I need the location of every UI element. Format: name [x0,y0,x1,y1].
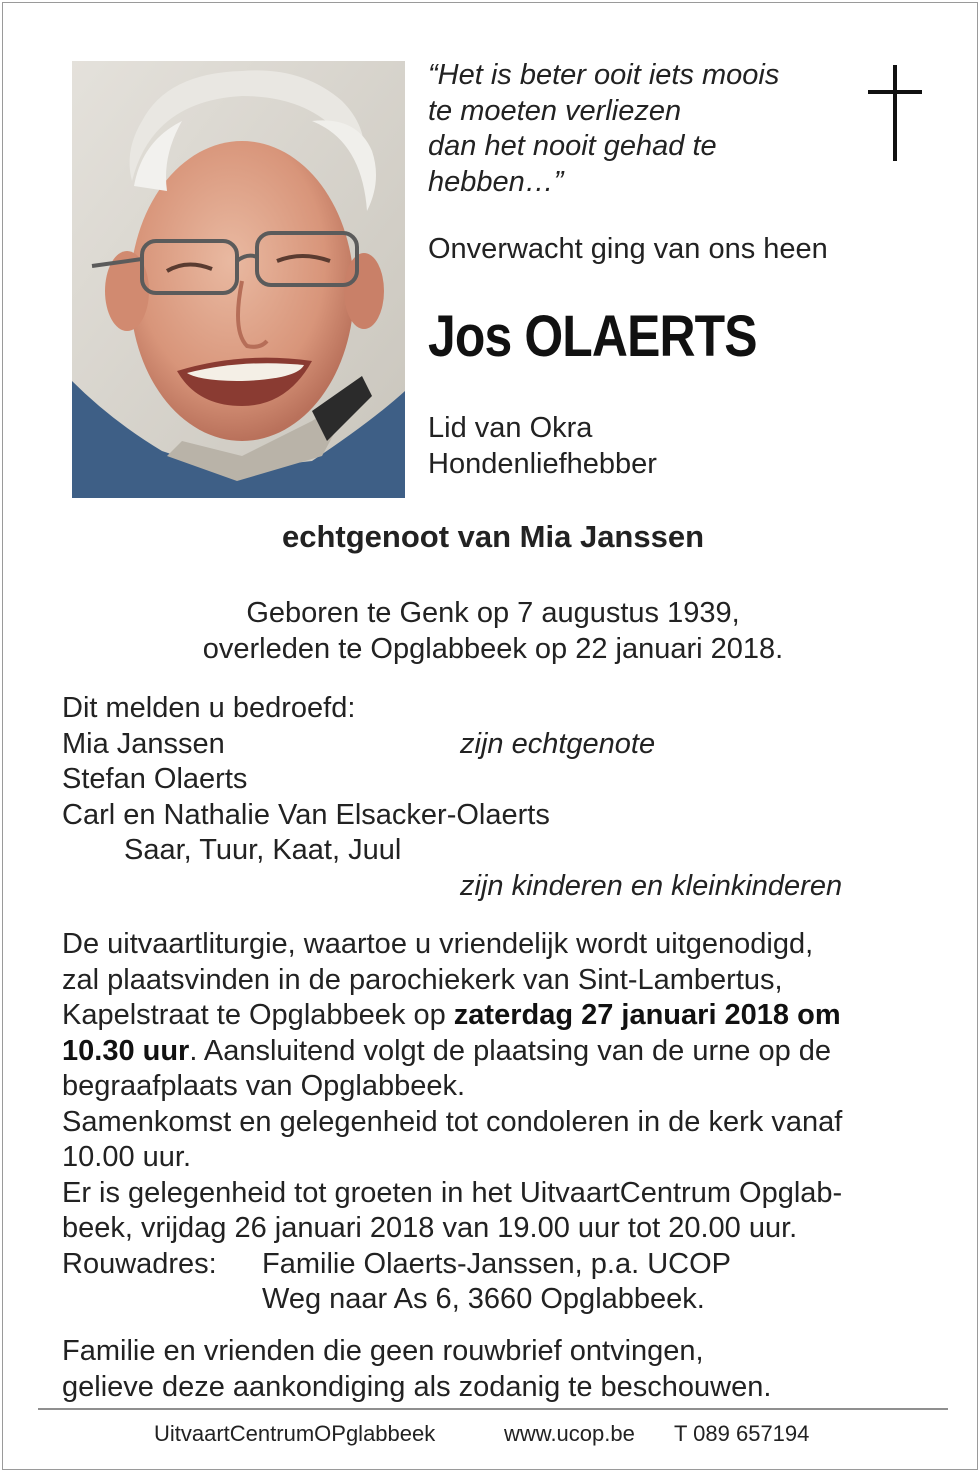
birth-line: Geboren te Genk op 7 augustus 1939, [246,597,740,629]
address-label: Rouwadres: [62,1247,217,1280]
mourner-name: Stefan Olaerts [62,763,248,795]
mourner-row [62,869,942,905]
quote-line: “Het is beter ooit iets moois [428,59,780,91]
visitation-line: Er is gelegenheid tot groeten in het UitvaartCentrum Opglab- [62,1176,843,1209]
mourners-heading: Dit melden u bedroefd: [62,692,356,724]
funeral-details [62,927,942,1318]
funeral-line: zal plaatsvinden in de parochiekerk van Sint-Lambertus, [62,963,783,996]
footer-website[interactable]: www.ucop.be [504,1421,635,1446]
spouse-line: echtgenoot van Mia Janssen [281,519,705,554]
memberships [428,411,657,482]
quote-line: te moeten verliezen [428,94,682,127]
address-row [62,1247,942,1283]
address-value: Familie Olaerts-Janssen, p.a. UCOP [262,1247,731,1280]
mourner-name: Mia Janssen [62,727,225,760]
address-row [62,1282,942,1318]
address-value: Weg naar As 6, 3660 Opglabbeek. [262,1283,705,1315]
portrait-photo [72,61,405,498]
funeral-line: De uitvaartliturgie, waartoe u vriendelijk wordt uitgenodigd, [62,928,814,960]
mourner-name: Carl en Nathalie Van Elsacker-Olaerts [62,798,550,831]
closing-line: gelieve deze aankondiging als zodanig te beschouwen. [62,1370,772,1403]
mourner-name: Saar, Tuur, Kaat, Juul [124,834,402,866]
footer-divider [38,1408,948,1410]
membership-item: Hondenliefhebber [428,447,657,480]
membership-item: Lid van Okra [428,412,593,444]
funeral-date: zaterdag 27 januari 2018 om [453,999,841,1031]
portrait-illustration [72,61,405,498]
mourner-row [62,798,942,834]
intro-text: Onverwacht ging van ons heen [428,233,828,265]
quote-line: hebben…” [428,165,564,198]
memorial-quote [428,58,848,200]
funeral-line: begraafplaats van Opglabbeek. [62,1070,466,1102]
funeral-text: Kapelstraat te Opglabbeek op [62,999,454,1031]
footer [3,1421,980,1451]
visitation-line: beek, vrijdag 26 januari 2018 van 19.00 uur tot 20.00 uur. [62,1212,798,1244]
quote-line: dan het nooit gehad te [428,130,717,162]
mourner-relation: zijn kinderen en kleinkinderen [460,869,843,902]
birth-death-info [3,595,980,667]
closing-line: Familie en vrienden die geen rouwbrief ontvingen, [62,1335,704,1367]
announcement-card [2,2,978,1470]
mourner-relation: zijn echtgenote [460,727,656,760]
funeral-text: . Aansluitend volgt de plaatsing van de urne op de [189,1034,832,1067]
cross-icon [865,63,925,163]
death-line: overleden te Opglabbeek op 22 januari 2018. [202,633,784,665]
mourner-row [62,762,942,798]
deceased-name: Jos OLAERTS [428,304,757,369]
funeral-line [62,998,942,1034]
funeral-time: 10.30 uur [62,1034,190,1067]
closing-note [62,1334,942,1405]
footer-phone: T 089 657194 [674,1421,810,1446]
footer-company: UitvaartCentrumOPglabbeek [154,1421,436,1446]
mourner-row [62,833,942,869]
mourner-row [62,727,942,763]
condolence-line: 10.00 uur. [62,1141,191,1173]
condolence-line: Samenkomst en gelegenheid tot condoleren in de kerk vanaf [62,1105,843,1138]
funeral-line [62,1034,942,1070]
mourners-list [62,691,942,904]
